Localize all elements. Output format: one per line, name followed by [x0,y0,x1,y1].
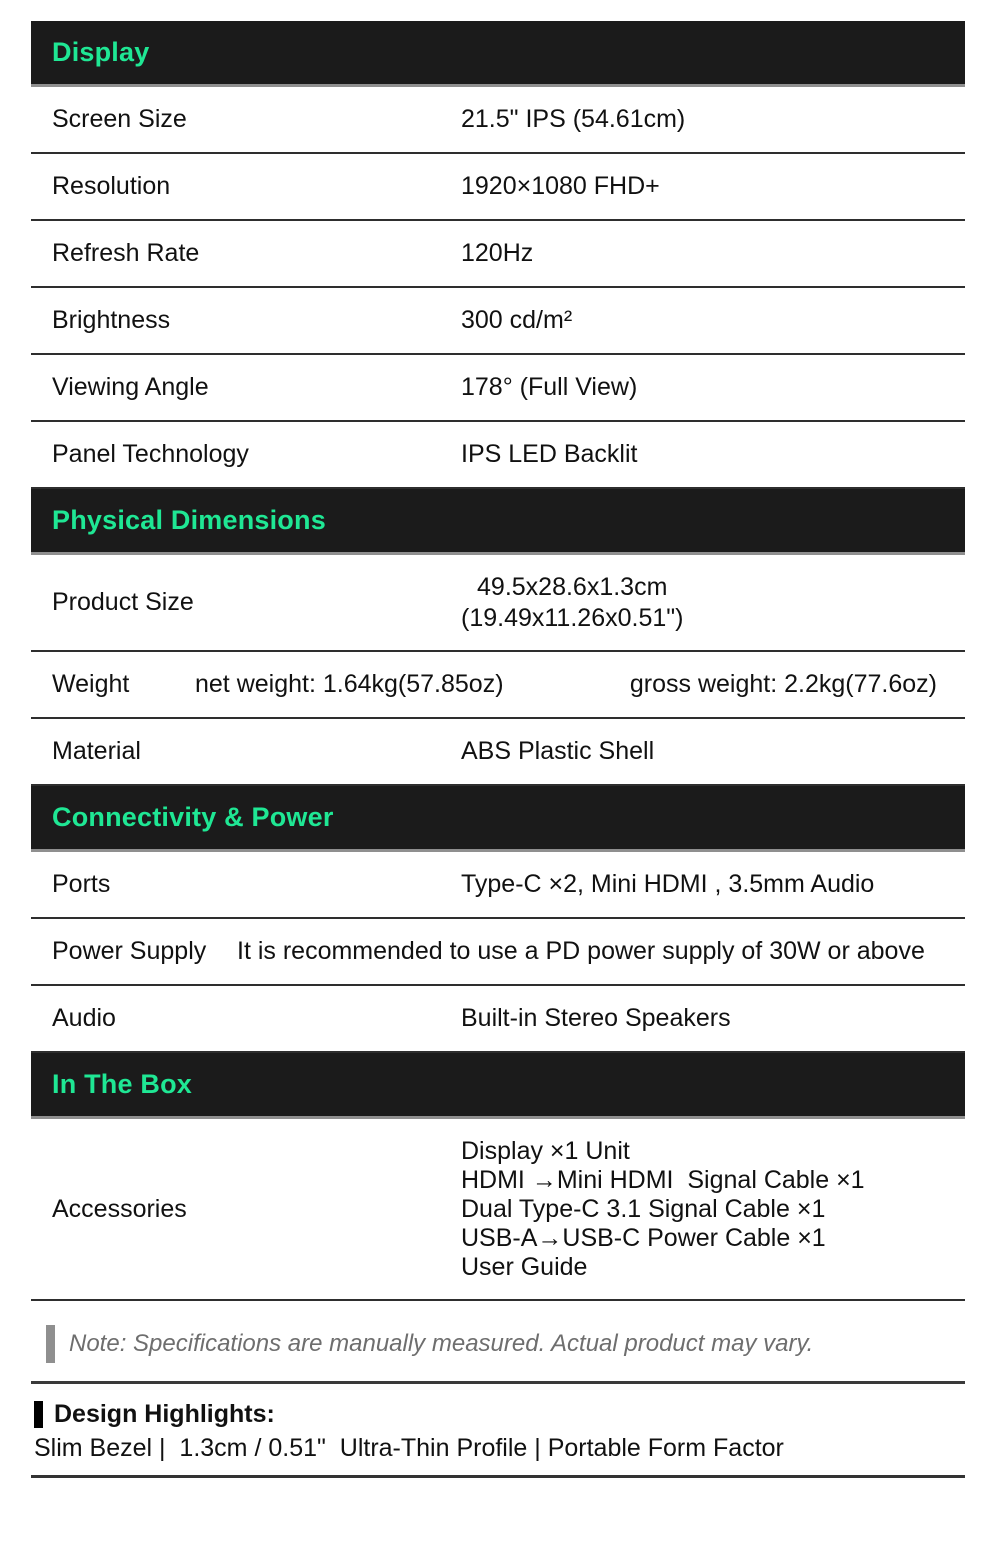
section-header-connectivity-power [31,786,965,852]
spec-value [461,572,965,634]
spec-row-refresh-rate [31,221,965,288]
spec-row-product-size [31,555,965,652]
accessory-item: HDMI →Mini HDMI Signal Cable ×1 [461,1165,865,1194]
note-left-bar [46,1325,55,1363]
section-header-label: Connectivity & Power [52,802,334,832]
note-text: Note: Specifications are manually measured. Actual product may vary. [69,1330,814,1357]
spec-label: Viewing Angle [52,373,209,401]
accessory-item: Display ×1 Unit [461,1136,630,1165]
product-size-cm: 49.5x28.6x1.3cm [477,572,668,601]
spec-value: ABS Plastic Shell [461,737,655,765]
section-header-label: Display [52,37,150,67]
design-highlights-title: Design Highlights: [54,1400,275,1428]
spec-row-audio [31,986,965,1053]
spec-value: 120Hz [461,239,534,267]
spec-label: Screen Size [52,105,187,133]
accessory-item: USB-A→USB-C Power Cable ×1 [461,1223,826,1252]
spec-label: Power Supply [52,937,207,965]
spec-label: Weight [52,670,130,698]
spec-label: Material [52,737,141,765]
spec-row-panel-technology [31,422,965,489]
section-header-label: Physical Dimensions [52,505,326,535]
design-highlights-left-bar [34,1401,43,1428]
spec-row-brightness [31,288,965,355]
spec-label: Ports [52,870,111,898]
spec-row-weight [31,652,965,719]
section-header-in-the-box [31,1053,965,1119]
spec-value: IPS LED Backlit [461,440,638,468]
spec-value: 178° (Full View) [461,373,638,401]
spec-value: 21.5" IPS (54.61cm) [461,105,686,133]
spec-row-resolution [31,154,965,221]
spec-value: 1920×1080 FHD+ [461,172,660,200]
spec-label: Audio [52,1004,116,1032]
spec-table [31,21,965,1301]
spec-row-screen-size [31,87,965,154]
section-header-display [31,21,965,87]
spec-label: Brightness [52,306,171,334]
spec-label: Accessories [52,1194,187,1223]
spec-row-power-supply [31,919,965,986]
spec-value: Type-C ×2, Mini HDMI , 3.5mm Audio [461,870,875,898]
accessories-list [461,1137,965,1282]
spec-row-viewing-angle [31,355,965,422]
section-header-label: In The Box [52,1069,193,1099]
product-size-stack [461,572,683,634]
design-highlights-title-row [34,1400,990,1429]
accessory-item: Dual Type-C 3.1 Signal Cable ×1 [461,1194,826,1223]
spec-row-material [31,719,965,786]
design-highlights [34,1400,990,1463]
spec-label: Resolution [52,172,171,200]
note-divider [31,1381,965,1384]
spec-label: Product Size [52,588,194,616]
spec-row-accessories [31,1119,965,1301]
spec-row-ports [31,852,965,919]
bottom-divider [31,1475,965,1478]
spec-label: Refresh Rate [52,239,200,267]
gross-weight-value: gross weight: 2.2kg(77.6oz) [629,670,937,698]
spec-value: It is recommended to use a PD power supply of 30W or above [237,937,925,965]
section-header-physical-dimensions [31,489,965,555]
spec-value: Built-in Stereo Speakers [461,1004,731,1032]
design-highlights-line: Slim Bezel | 1.3cm / 0.51" Ultra-Thin Profile | Portable Form Factor [34,1434,784,1462]
accessory-item: User Guide [461,1252,588,1281]
note [46,1325,990,1363]
net-weight-value: net weight: 1.64kg(57.85oz) [195,670,504,698]
spec-value: 300 cd/m² [461,306,573,334]
product-size-inch: (19.49x11.26x0.51") [461,603,684,632]
spec-label: Panel Technology [52,440,249,468]
